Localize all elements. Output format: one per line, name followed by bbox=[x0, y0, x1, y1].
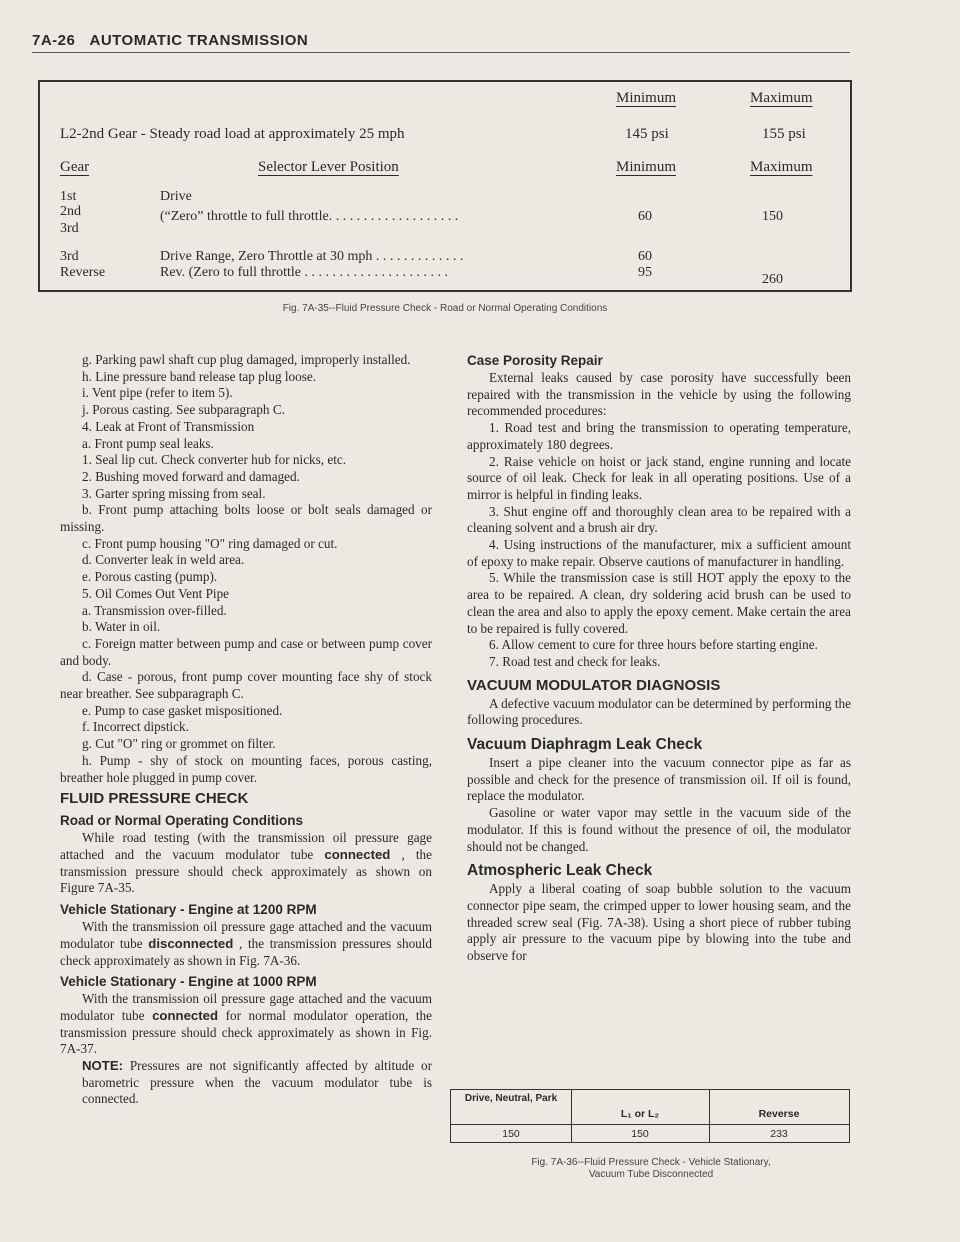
header-reverse: Reverse bbox=[758, 1108, 800, 1120]
list-item: c. Front pump housing "O" ring damaged or cut. bbox=[82, 535, 338, 551]
l2-row-label: L2-2nd Gear - Steady road load at approximately 25 mph bbox=[60, 126, 405, 142]
gear-3rd-a: 3rd bbox=[60, 221, 79, 236]
list-item: h. Pump - shy of stock on mounting faces, porous casting, breather hole plugged in pump cover. bbox=[60, 752, 432, 785]
list-item: e. Pump to case gasket mispositioned. bbox=[82, 702, 283, 718]
header-l1-l2: L₁ or L₂ bbox=[620, 1108, 660, 1120]
list-item: f. Incorrect dipstick. bbox=[82, 719, 189, 735]
stationary-1000-paragraph: With the transmission oil pressure gage attached and the vacuum modulator tube connected for normal modulator operation, the transmission pressure should check approximately as shown in Fig. 7A-37. bbox=[60, 991, 433, 1057]
gear-2nd: 2nd bbox=[60, 204, 81, 219]
selector-drive: Drive bbox=[160, 189, 192, 204]
vdl-paragraph-1: Insert a pipe cleaner into the vacuum connector pipe as far as possible and check for the presence of transmission oil. If oil is found, replace the modulator. bbox=[467, 755, 851, 804]
selector-col-header: Selector Lever Position bbox=[258, 159, 399, 175]
gear-reverse: Reverse bbox=[60, 265, 106, 280]
value-reverse: 233 bbox=[770, 1128, 788, 1140]
road-paragraph: While road testing (with the transmission oil pressure gage attached and the vacuum modulator tube connected , the transmission pressure should check approximately as shown on Figure 7A-35. bbox=[60, 830, 432, 896]
list-item: i. Vent pipe (refer to item 5). bbox=[82, 385, 233, 401]
caption-line-2: Vacuum Tube Disconnected bbox=[588, 1169, 714, 1180]
gear-3rd-b: 3rd bbox=[60, 249, 79, 264]
list-item: d. Case - porous, front pump cover mounting face shy of stock near breather. See subparagraph C. bbox=[60, 669, 432, 702]
repair-step: 3. Shut engine off and thoroughly clean area to be repaired with a cleaning solvent and a brush air dry. bbox=[467, 503, 851, 536]
stationary-1200-paragraph: With the transmission oil pressure gage attached and the vacuum modulator tube disconnected , the transmission pressures should check approximately as shown in Fig. 7A-36. bbox=[60, 919, 433, 968]
stationary-1000-heading: Vehicle Stationary - Engine at 1000 RPM bbox=[60, 974, 317, 990]
section-title: AUTOMATIC TRANSMISSION bbox=[89, 32, 309, 49]
list-item: c. Foreign matter between pump and case or between pump cover and body. bbox=[60, 635, 432, 668]
repair-step: 5. While the transmission case is still HOT apply the epoxy to the area to be repaired. A clean, dry soldering acid brush can be used to clean the area and also to apply the epoxy cement. Make certain the area to be repaired is fully covered. bbox=[467, 570, 851, 636]
list-item: a. Front pump seal leaks. bbox=[82, 435, 214, 451]
fluid-pressure-check-heading: FLUID PRESSURE CHECK bbox=[60, 790, 249, 808]
max-reverse: 260 bbox=[762, 272, 783, 287]
vacuum-diaphragm-leak-heading: Vacuum Diaphragm Leak Check bbox=[467, 736, 703, 754]
note-label: NOTE: bbox=[82, 1058, 124, 1074]
repair-step: 6. Allow cement to cure for three hours before starting engine. bbox=[489, 637, 818, 653]
vmd-paragraph: A defective vacuum modulator can be determined by performing the following procedures. bbox=[467, 695, 851, 728]
min-header: Minimum bbox=[616, 90, 677, 106]
max-col-header: Maximum bbox=[750, 159, 813, 175]
repair-step: 4. Using instructions of the manufacturer, mix a sufficient amount of epoxy to make repair. Observe cautions of manufacturer in handling. bbox=[467, 537, 851, 569]
selector-rev: Rev. (Zero to full throttle . . . . . . . . . . . . . . . . . . . . . bbox=[160, 265, 448, 280]
list-item: b. Front pump attaching bolts loose or bolt seals damaged or missing. bbox=[60, 502, 432, 535]
list-item: j. Porous casting. See subparagraph C. bbox=[82, 402, 285, 418]
list-item: g. Cut "O" ring or grommet on filter. bbox=[82, 736, 276, 752]
list-item: b. Water in oil. bbox=[82, 619, 161, 635]
selector-zero-full: (“Zero” throttle to full throttle. . . . . . . . . . . . . . . . . . . bbox=[160, 209, 459, 224]
case-porosity-heading: Case Porosity Repair bbox=[467, 353, 603, 368]
value-drive-neutral-park: 150 bbox=[502, 1128, 520, 1140]
list-item: h. Line pressure band release tap plug loose. bbox=[82, 368, 317, 384]
list-item: g. Parking pawl shaft cup plug damaged, improperly installed. bbox=[82, 352, 411, 367]
left-column bbox=[60, 352, 432, 1108]
list-item: 3. Garter spring missing from seal. bbox=[82, 485, 266, 501]
note-paragraph: NOTE: Pressures are not significantly affected by altitude or barometric pressure when the vacuum modulator tube is connected. bbox=[82, 1058, 432, 1107]
list-item: 4. Leak at Front of Transmission bbox=[82, 418, 255, 434]
list-item: d. Converter leak in weld area. bbox=[82, 552, 245, 568]
gear-1st: 1st bbox=[60, 189, 77, 204]
list-item: 1. Seal lip cut. Check converter hub for nicks, etc. bbox=[82, 452, 347, 468]
right-column bbox=[467, 352, 851, 965]
list-item: a. Transmission over-filled. bbox=[82, 602, 227, 618]
repair-step: 2. Raise vehicle on hoist or jack stand, engine running and locate source of oil leak. Check for leak in all operating positions. Use of a mirror is helpful in finding leaks. bbox=[467, 453, 851, 502]
page-header bbox=[32, 32, 850, 53]
disconnected-emphasis: disconnected bbox=[148, 935, 234, 951]
figure-caption-7a35: Fig. 7A-35--Fluid Pressure Check - Road or Normal Operating Conditions bbox=[282, 303, 608, 314]
vacuum-modulator-diagnosis-heading: VACUUM MODULATOR DIAGNOSIS bbox=[467, 676, 721, 694]
caption-line-1: Fig. 7A-36--Fluid Pressure Check - Vehicle Stationary, bbox=[531, 1157, 771, 1168]
min-col-header: Minimum bbox=[616, 159, 677, 175]
repair-step: 7. Road test and check for leaks. bbox=[489, 653, 661, 669]
vdl-paragraph-2: Gasoline or water vapor may settle in the vacuum side of the modulator. If this is found without the presence of oil, the modulator should not be changed. bbox=[467, 805, 851, 854]
header-drive-neutral-park: Drive, Neutral, Park bbox=[464, 1093, 558, 1104]
gear-col-header: Gear bbox=[60, 159, 90, 175]
stationary-1200-heading: Vehicle Stationary - Engine at 1200 RPM bbox=[60, 902, 317, 918]
repair-step: 1. Road test and bring the transmission to operating temperature, approximately 180 degrees. bbox=[467, 420, 851, 452]
page-number: 7A-26 bbox=[32, 32, 76, 49]
min-3rd: 60 bbox=[638, 249, 652, 264]
atmospheric-leak-heading: Atmospheric Leak Check bbox=[467, 862, 653, 880]
value-l1-l2: 150 bbox=[631, 1128, 649, 1140]
pressure-table-stationary bbox=[450, 1089, 850, 1143]
l2-row-min: 145 psi bbox=[625, 126, 669, 142]
alc-paragraph: Apply a liberal coating of soap bubble solution to the vacuum connector pipe seam, the crimped upper to lower housing seam, and the threaded screw seal (Fig. 7A-38). Using a short piece of rubber tubing apply air pressure to the vacuum pipe by blowing into the tube and observe for bbox=[467, 881, 851, 964]
selector-drive-30mph: Drive Range, Zero Throttle at 30 mph . . . . . . . . . . . . . bbox=[160, 249, 464, 264]
connected-emphasis: connected bbox=[324, 846, 391, 862]
pressure-table-road bbox=[38, 80, 852, 292]
min-reverse: 95 bbox=[638, 265, 652, 280]
road-conditions-heading: Road or Normal Operating Conditions bbox=[60, 813, 304, 829]
l2-row-max: 155 psi bbox=[762, 126, 806, 142]
list-item: 5. Oil Comes Out Vent Pipe bbox=[82, 585, 230, 601]
min-2nd: 60 bbox=[638, 209, 652, 224]
porosity-intro: External leaks caused by case porosity have successfully been repaired with the transmission in the vehicle by using the following recommended procedures: bbox=[467, 370, 851, 419]
figure-caption-7a36 bbox=[450, 1157, 852, 1181]
list-item: 2. Bushing moved forward and damaged. bbox=[82, 468, 300, 484]
max-header: Maximum bbox=[750, 90, 813, 106]
max-2nd: 150 bbox=[762, 209, 783, 224]
connected-emphasis: connected bbox=[152, 1007, 219, 1023]
list-item: e. Porous casting (pump). bbox=[82, 569, 218, 585]
